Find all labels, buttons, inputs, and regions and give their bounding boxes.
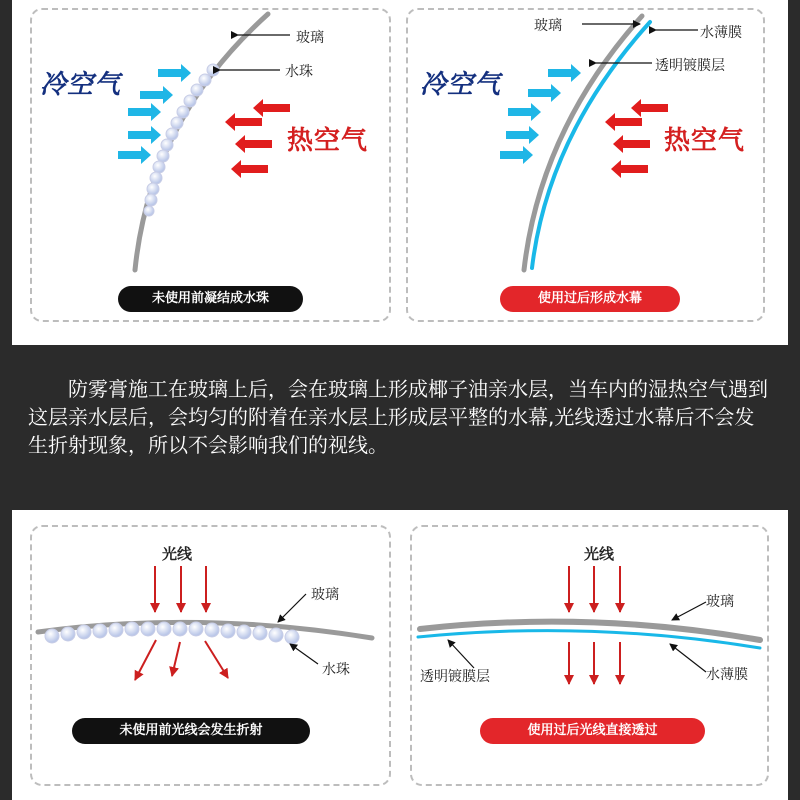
top-left-hot-air-arrows bbox=[225, 99, 290, 178]
bottom-right-light-label: 光线 bbox=[584, 545, 615, 563]
bottom-right-caption: 使用过后光线直接透过 bbox=[480, 718, 705, 744]
top-right-hot-air-label: 热空气 bbox=[664, 126, 746, 156]
top-right-glass-label: 玻璃 bbox=[534, 18, 562, 34]
bottom-left-light-label: 光线 bbox=[162, 545, 193, 563]
bottom-right-coating-label: 透明镀膜层 bbox=[420, 669, 490, 685]
top-left-cold-air-label: 冷空气 bbox=[40, 70, 122, 100]
bottom-left-glass-label: 玻璃 bbox=[311, 587, 339, 603]
bottom-left-incoming-light-rays bbox=[155, 566, 206, 612]
top-right-water-film-label: 水薄膜 bbox=[700, 25, 742, 41]
description-text bbox=[28, 375, 773, 459]
bottom-right-glass-label: 玻璃 bbox=[706, 594, 734, 610]
top-left-glass-label: 玻璃 bbox=[296, 30, 324, 46]
top-left-hot-air-label: 热空气 bbox=[287, 126, 369, 156]
top-right-cold-air-arrows bbox=[500, 64, 581, 164]
bottom-right-transmitted-light-rays bbox=[569, 642, 620, 684]
bottom-right-water-film-label: 水薄膜 bbox=[706, 667, 748, 683]
bottom-right-incoming-light-rays bbox=[569, 566, 620, 612]
bottom-left-refracted-light-rays bbox=[135, 640, 228, 680]
top-right-caption: 使用过后形成水幕 bbox=[500, 286, 680, 312]
top-right-hot-air-arrows bbox=[605, 99, 668, 178]
top-left-caption: 未使用前凝结成水珠 bbox=[118, 286, 303, 312]
top-right-coating-label: 透明镀膜层 bbox=[655, 58, 725, 74]
top-right-cold-air-label: 冷空气 bbox=[420, 70, 502, 100]
bottom-left-droplets-label: 水珠 bbox=[322, 662, 350, 678]
top-left-droplets-label: 水珠 bbox=[285, 64, 313, 80]
bottom-left-caption: 未使用前光线会发生折射 bbox=[72, 718, 310, 744]
description-paragraph: 防雾膏施工在玻璃上后，会在玻璃上形成椰子油亲水层，当车内的湿热空气遇到这层亲水层后，会均匀的附着在亲水层上形成层平整的水幕,光线透过水幕后不会发生折射现象，所以不会影响我们的视线。 bbox=[28, 377, 768, 457]
